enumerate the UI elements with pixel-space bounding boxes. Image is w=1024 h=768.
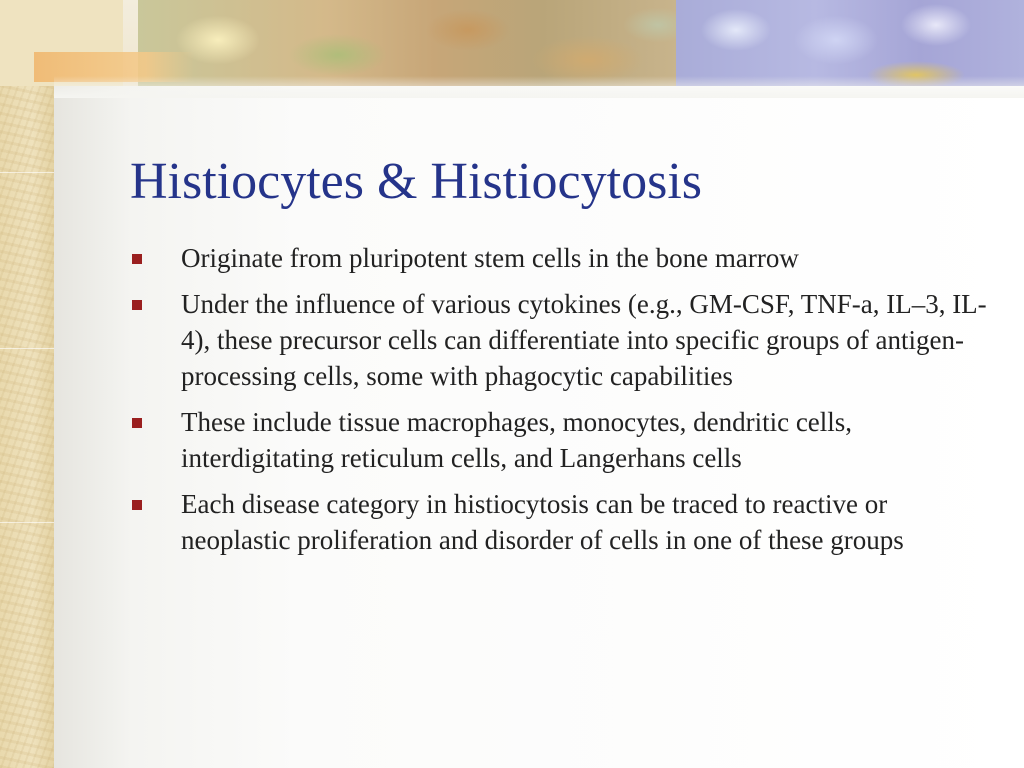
decorative-banner	[0, 0, 1024, 86]
square-bullet-icon	[132, 500, 142, 510]
bullet-text: These include tissue macrophages, monocytes, dendritic cells, interdigitating reticulum cells, and Langerhans cells	[181, 407, 853, 473]
square-bullet-icon	[132, 254, 142, 264]
list-item	[130, 404, 990, 476]
banner-fade	[54, 76, 1024, 98]
list-item	[130, 240, 990, 276]
parchment-side-strip	[0, 0, 54, 768]
square-bullet-icon	[132, 418, 142, 428]
list-item	[130, 486, 990, 558]
slide-title: Histiocytes & Histiocytosis	[130, 153, 702, 210]
bullet-text: Under the influence of various cytokines (e.g., GM-CSF, TNF-a, IL–3, IL-4), these precursor cells can differentiate into specific groups of antigen-processing cells, some with phagocytic capabilities	[181, 289, 987, 391]
bullet-text: Each disease category in histiocytosis can be traced to reactive or neoplastic proliferation and disorder of cells in one of these groups	[181, 489, 904, 555]
list-item	[130, 286, 990, 394]
leaves-banner-image	[138, 0, 678, 86]
bullet-text: Originate from pluripotent stem cells in the bone marrow	[181, 243, 799, 273]
blue-banner-image	[676, 0, 1024, 86]
bullet-list	[130, 240, 990, 568]
square-bullet-icon	[132, 300, 142, 310]
